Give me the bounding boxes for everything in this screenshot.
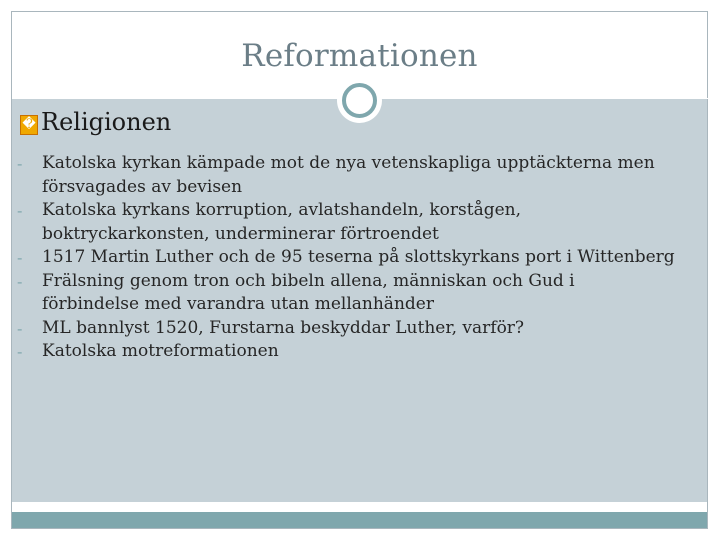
dash-marker-icon: - <box>17 201 23 220</box>
list-item <box>17 340 677 364</box>
list-item-text: 1517 Martin Luther och de 95 teserna på slottskyrkans port i Wittenberg <box>42 247 675 267</box>
dash-marker-icon: - <box>17 271 23 291</box>
heading-text: Religionen <box>41 108 172 136</box>
list-item-text: Frälsning genom tron och bibeln allena, människan och Gud i förbindelse med varandra utan mellanhänder <box>42 270 575 314</box>
circle-ring-icon <box>342 83 377 118</box>
dash-marker-icon: - <box>17 318 23 338</box>
slide-title: Reformationen <box>241 38 478 74</box>
circle-ornament-icon <box>337 78 382 123</box>
list-item <box>17 199 677 246</box>
title-divider-right <box>382 98 709 99</box>
dash-marker-icon: - <box>17 154 23 173</box>
title-divider-left <box>12 98 337 99</box>
footer-bar <box>12 512 707 528</box>
list-item <box>17 317 677 341</box>
content-heading <box>20 108 171 136</box>
bullet-list <box>17 152 677 364</box>
list-item <box>17 270 677 317</box>
list-item-text: ML bannlyst 1520, Furstarna beskyddar Luther, varför? <box>42 317 525 338</box>
heading-bullet-icon: � <box>20 115 38 135</box>
list-item-text: Katolska kyrkan kämpade mot de nya vetenskapliga upptäckterna men försvagades av bevisen <box>42 153 655 197</box>
dash-marker-icon: - <box>17 342 23 361</box>
dash-marker-icon: - <box>17 248 23 267</box>
list-item <box>17 152 677 199</box>
list-item <box>17 246 677 270</box>
list-item-text: Katolska motreformationen <box>42 341 279 361</box>
list-item-text: Katolska kyrkans korruption, avlatshandeln, korstågen, boktryckarkonsten, underminerar förtroendet <box>42 200 522 244</box>
